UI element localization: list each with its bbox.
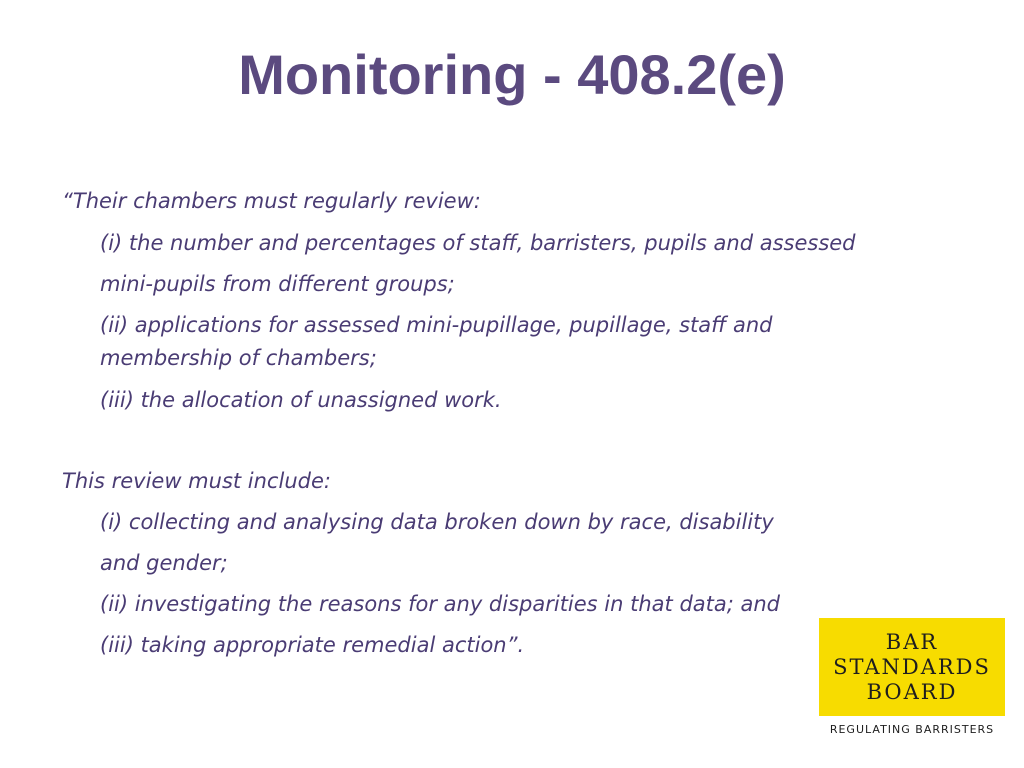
include-item-2: (ii) investigating the reasons for any disparities in that data; and <box>100 592 780 616</box>
quote-intro-line: “Their chambers must regularly review: <box>62 189 481 213</box>
logo-line-board: BOARD <box>866 679 958 704</box>
include-item-1-line-2: and gender; <box>100 551 228 575</box>
logo-tagline: REGULATING BARRISTERS <box>829 723 995 736</box>
review-item-2-line-2: membership of chambers; <box>100 346 377 370</box>
review-item-1-line-2: mini-pupils from different groups; <box>100 272 455 296</box>
review-item-2-line-1: (ii) applications for assessed mini-pupillage, pupillage, staff and <box>100 313 773 337</box>
include-item-1-line-1: (i) collecting and analysing data broken down by race, disability <box>100 510 774 534</box>
logo-line-standards: STANDARDS <box>833 654 991 679</box>
slide-title: Monitoring - 408.2(e) <box>238 43 786 106</box>
logo-line-bar: BAR <box>885 629 939 654</box>
include-intro-line: This review must include: <box>62 469 331 493</box>
bar-standards-board-logo <box>819 618 1005 716</box>
review-item-1-line-1: (i) the number and percentages of staff, barristers, pupils and assessed <box>100 231 856 255</box>
review-item-3: (iii) the allocation of unassigned work. <box>100 388 502 412</box>
include-item-3: (iii) taking appropriate remedial action”. <box>100 633 525 657</box>
